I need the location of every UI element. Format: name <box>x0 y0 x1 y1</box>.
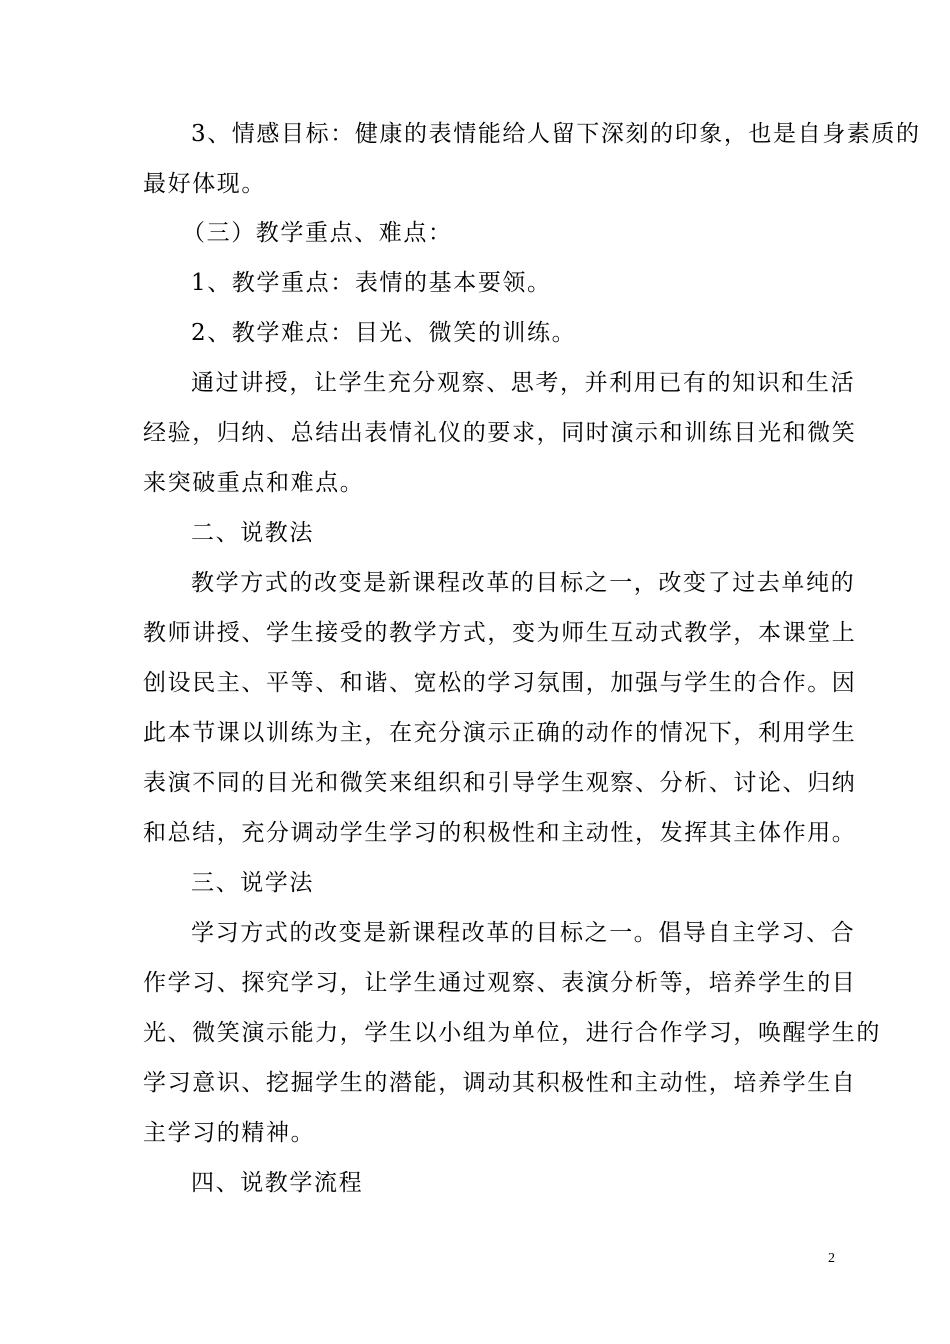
paragraph-line: 表演不同的目光和微笑来组织和引导学生观察、分析、讨论、归纳 <box>143 770 857 796</box>
paragraph-line: 和总结，充分调动学生学习的积极性和主动性，发挥其主体作用。 <box>143 820 857 846</box>
paragraph-line: 主学习的精神。 <box>143 1120 316 1146</box>
section-heading: 四、说教学流程 <box>191 1170 364 1196</box>
paragraph-line: 最好体现。 <box>143 171 266 197</box>
page-number: 2 <box>828 1251 835 1266</box>
paragraph-line: 2、教学难点：目光、微笑的训练。 <box>191 320 577 346</box>
section-heading: 三、说学法 <box>191 870 314 896</box>
paragraph-line: 作学习、探究学习，让学生通过观察、表演分析等，培养学生的目 <box>143 970 857 996</box>
paragraph-line: 此本节课以训练为主，在充分演示正确的动作的情况下，利用学生 <box>143 720 857 746</box>
paragraph-line: 通过讲授，让学生充分观察、思考，并利用已有的知识和生活 <box>191 370 856 396</box>
paragraph-line: 教学方式的改变是新课程改革的目标之一，改变了过去单纯的 <box>191 570 856 596</box>
paragraph-line: 来突破重点和难点。 <box>143 470 365 496</box>
section-heading: 二、说教法 <box>191 520 314 546</box>
paragraph-line: 光、微笑演示能力，学生以小组为单位，进行合作学习，唤醒学生的 <box>143 1020 881 1046</box>
paragraph-line: 教师讲授、学生接受的教学方式，变为师生互动式教学，本课堂上 <box>143 620 857 646</box>
section-heading: （三）教学重点、难点： <box>182 220 453 246</box>
paragraph-line: 1、教学重点：表情的基本要领。 <box>191 270 552 296</box>
paragraph-line: 经验，归纳、总结出表情礼仪的要求，同时演示和训练目光和微笑 <box>143 420 857 446</box>
paragraph-line: 学习方式的改变是新课程改革的目标之一。倡导自主学习、合 <box>191 920 856 946</box>
paragraph-line: 创设民主、平等、和谐、宽松的学习氛围，加强与学生的合作。因 <box>143 670 857 696</box>
paragraph-line: 3、情感目标：健康的表情能给人留下深刻的印象，也是自身素质的 <box>191 121 921 147</box>
paragraph-line: 学习意识、挖掘学生的潜能，调动其积极性和主动性，培养学生自 <box>143 1070 857 1096</box>
